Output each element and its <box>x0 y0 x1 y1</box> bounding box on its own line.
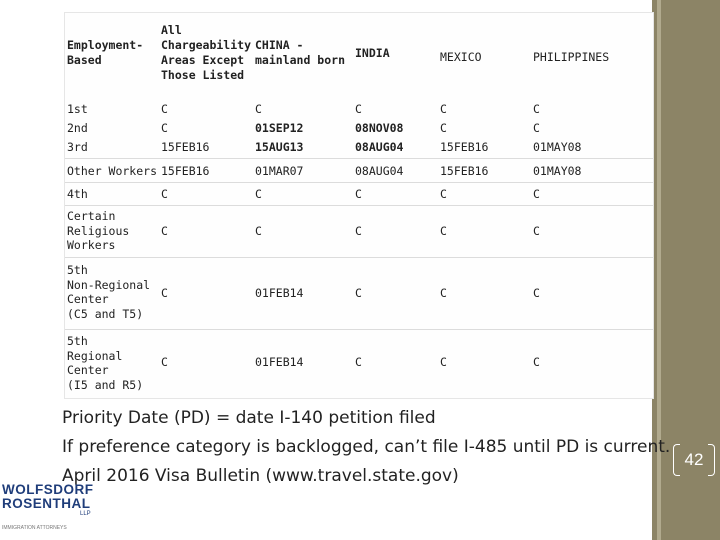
row-1st-category: 1st <box>67 102 88 116</box>
header-philippines: PHILIPPINES <box>533 50 610 64</box>
header-all-chargeability: All Chargeability Areas Except Those Listed <box>161 23 252 82</box>
row-1st-india: C <box>355 102 362 116</box>
row-2nd-india: 08NOV08 <box>355 121 404 135</box>
slide-number <box>673 444 715 476</box>
row-3rd-mexico: 15FEB16 <box>440 140 489 154</box>
note-priority-date: Priority Date (PD) = date I-140 petition filed <box>62 408 436 428</box>
logo-line2: ROSENTHAL <box>2 496 91 511</box>
row-other-china: 01MAR07 <box>255 164 304 178</box>
header-india: INDIA <box>355 46 390 60</box>
bracket-left-icon <box>673 444 680 476</box>
header-china: CHINA - mainland born <box>255 38 346 67</box>
row-3rd-china: 15AUG13 <box>255 140 304 154</box>
row-5th-regional-philippines: C <box>533 355 540 369</box>
row-5th-nonregional-philippines: C <box>533 286 540 300</box>
row-4th-category: 4th <box>67 187 88 201</box>
row-5th-regional-india: C <box>355 355 362 369</box>
row-4th-mexico: C <box>440 187 447 201</box>
row-religious-china: C <box>255 224 262 238</box>
logo-tagline: IMMIGRATION ATTORNEYS <box>2 525 67 531</box>
logo-line1: WOLFSDORF <box>2 482 94 497</box>
row-4th-china: C <box>255 187 262 201</box>
row-other-mexico: 15FEB16 <box>440 164 489 178</box>
note-backlogged: If preference category is backlogged, can’t file I-485 until PD is current. <box>62 437 671 457</box>
row-5th-regional-china: 01FEB14 <box>255 355 304 369</box>
row-other-category: Other Workers <box>67 164 158 178</box>
row-5th-nonregional-all: C <box>161 286 168 300</box>
header-mexico: MEXICO <box>440 50 482 64</box>
row-1st-philippines: C <box>533 102 540 116</box>
row-3rd-all: 15FEB16 <box>161 140 210 154</box>
row-religious-all: C <box>161 224 168 238</box>
row-4th-all: C <box>161 187 168 201</box>
slide-number-text: 42 <box>684 450 704 469</box>
row-other-philippines: 01MAY08 <box>533 164 582 178</box>
row-5th-nonregional-india: C <box>355 286 362 300</box>
row-5th-nonregional-mexico: C <box>440 286 447 300</box>
row-divider <box>65 182 653 183</box>
row-5th-regional-category: 5th Regional Center (I5 and R5) <box>67 334 144 392</box>
bracket-right-icon <box>708 444 715 476</box>
row-2nd-category: 2nd <box>67 121 88 135</box>
note-visa-bulletin: April 2016 Visa Bulletin (www.travel.state.gov) <box>62 466 459 486</box>
row-divider <box>65 205 653 206</box>
row-3rd-india: 08AUG04 <box>355 140 404 154</box>
row-2nd-mexico: C <box>440 121 447 135</box>
firm-logo <box>2 483 102 540</box>
row-2nd-philippines: C <box>533 121 540 135</box>
row-4th-india: C <box>355 187 362 201</box>
row-1st-all: C <box>161 102 168 116</box>
row-religious-category: Certain Religious Workers <box>67 209 130 252</box>
row-5th-nonregional-china: 01FEB14 <box>255 286 304 300</box>
row-3rd-philippines: 01MAY08 <box>533 140 582 154</box>
row-divider <box>65 257 653 258</box>
header-category: Employment- Based <box>67 38 144 67</box>
row-1st-mexico: C <box>440 102 447 116</box>
row-divider <box>65 329 653 330</box>
row-divider <box>65 158 653 159</box>
row-1st-china: C <box>255 102 262 116</box>
row-other-all: 15FEB16 <box>161 164 210 178</box>
row-religious-india: C <box>355 224 362 238</box>
row-4th-philippines: C <box>533 187 540 201</box>
row-5th-regional-mexico: C <box>440 355 447 369</box>
row-5th-nonregional-category: 5th Non-Regional Center (C5 and T5) <box>67 263 151 321</box>
row-2nd-all: C <box>161 121 168 135</box>
row-2nd-china: 01SEP12 <box>255 121 304 135</box>
row-religious-philippines: C <box>533 224 540 238</box>
visa-bulletin-table <box>64 12 654 399</box>
row-religious-mexico: C <box>440 224 447 238</box>
logo-suffix: LLP <box>80 511 91 517</box>
row-other-india: 08AUG04 <box>355 164 404 178</box>
row-3rd-category: 3rd <box>67 140 88 154</box>
slide-notes <box>62 404 671 491</box>
row-5th-regional-all: C <box>161 355 168 369</box>
